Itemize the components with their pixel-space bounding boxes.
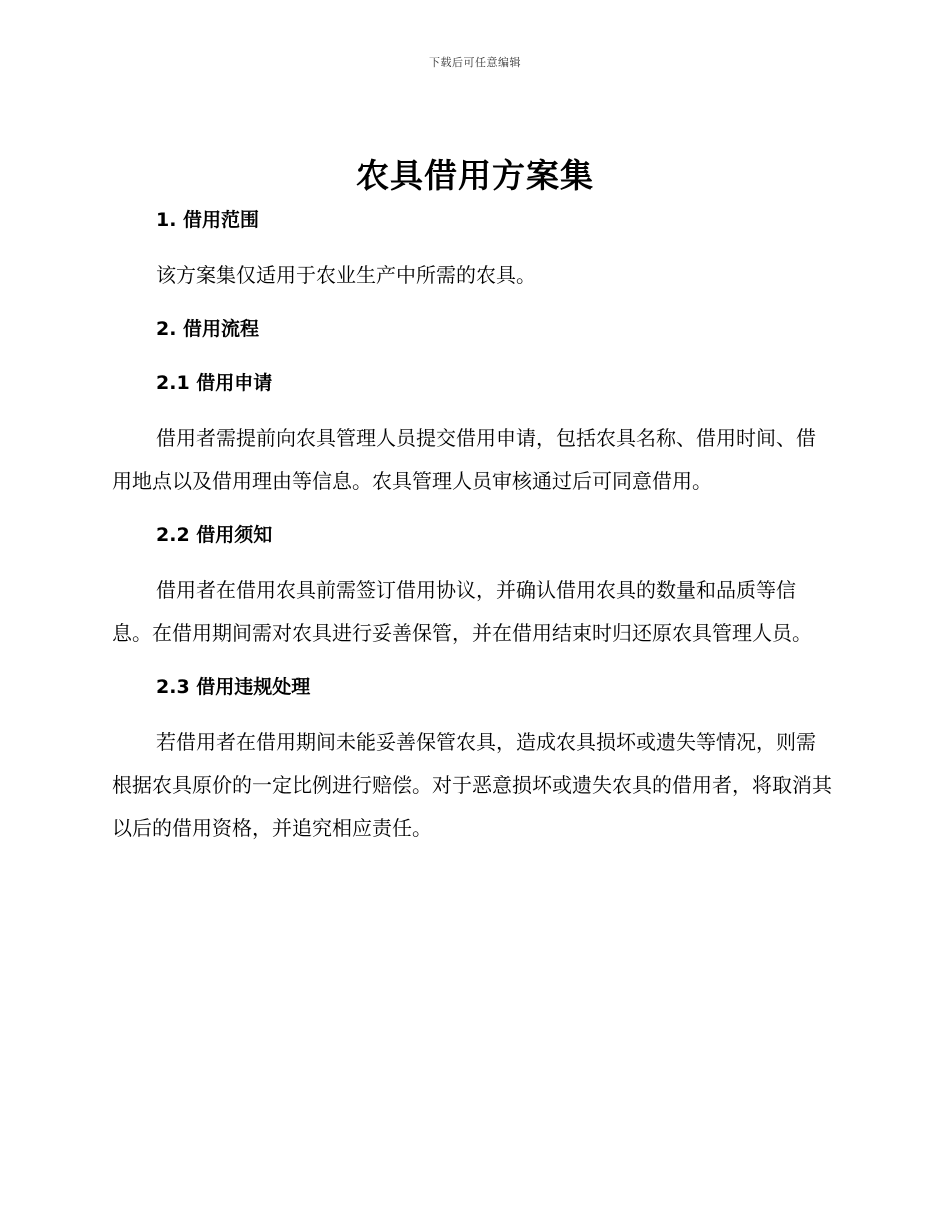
section-heading-2-2: 2.2 借用须知: [156, 524, 273, 546]
section-paragraph-2-3: 若借用者在借用期间未能妥善保管农具，造成农具损坏或遗失等情况，则需根据农具原价的一定比例进行赔偿。对于恶意损坏或遗失农具的借用者，将取消其以后的借用资格，并追究相应责任。: [112, 730, 832, 840]
section-heading-2-1: 2.1 借用申请: [156, 372, 273, 394]
document-body: [112, 200, 832, 850]
section-paragraph-2-2: 借用者在借用农具前需签订借用协议，并确认借用农具的数量和品质等信息。在借用期间需对农具进行妥善保管，并在借用结束时归还原农具管理人员。: [112, 578, 812, 645]
section-heading-2-3: 2.3 借用违规处理: [156, 676, 311, 698]
section-heading-2: 2. 借用流程: [156, 318, 260, 340]
section-heading-1: 1. 借用范围: [156, 209, 260, 231]
section-paragraph-2-1: 借用者需提前向农具管理人员提交借用申请，包括农具名称、借用时间、借用地点以及借用理由等信息。农具管理人员审核通过后可同意借用。: [112, 426, 816, 493]
document-title: 农具借用方案集: [356, 156, 594, 195]
section-paragraph-1: 该方案集仅适用于农业生产中所需的农具。: [156, 263, 536, 287]
header-note: 下载后可任意编辑: [429, 56, 521, 69]
